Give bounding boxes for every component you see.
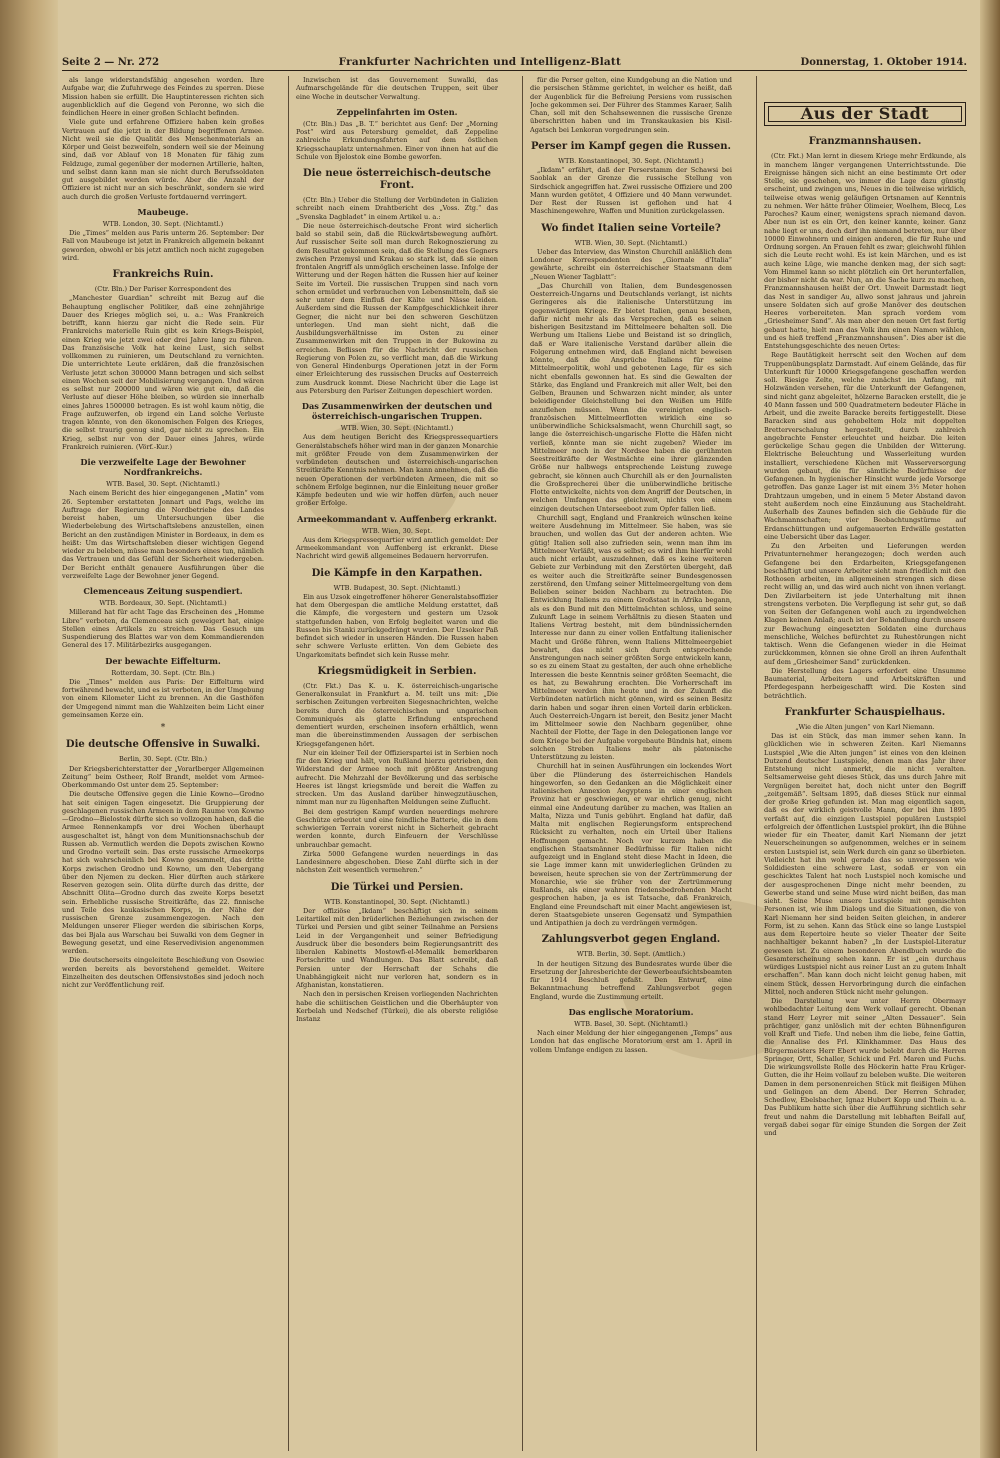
page-right-edge xyxy=(980,0,1000,1458)
article-paragraph: Die neue österreichisch-deutsche Front wird sicherlich bald so stabil sein, daß die Rückwärtsbewegung aufhört. Auf russischer Seite soll man durch Rekognoszierung zu dem Resultat gekommen sein, daß die Stellung des Gegners zwischen Przemysl und Krakau so stark ist, daß sie einen frontalen Angriff als unmöglich erscheinen lasse. Infolge der Witterung und der Regen hätten die Russen hier auf keiner Seite im Vorteil. Die russischen Truppen sind nach vorn schon ermüdet und verbrauchen von Lebensmitteln, daß sie sehr unter dem Einfluß der Kälte und Nässe leiden. Außerdem sind die Russen der Kampfgeschicklichkeit ihrer Gegner, die nicht nur bei den schweren Geschützen unterlegen. Und man sieht nicht, daß die Ausbildungsverhältnisse im Osten zu einer Zusammenwirken mit den Truppen in der Bukowina zu erreichen. Beflissen für die Nachricht der russischen Regierung von Polen zu, so verflicht man, daß die Wirkung von General Hindenburgs Operationen jetzt in der Form einer Erleichterung des russischen Drucks auf Oesterreich zum Ausdruck kommt. Diese Nachricht über die Lage ist aus Petersburg den Pariser Zeitungen depeschiert worden. xyxy=(296,221,498,395)
article-subheadline: Die verzweifelte Lage der Bewohner Nordfrankreichs. xyxy=(80,457,246,477)
article-paragraph: Die „Times“ melden aus Paris unterm 26. September: Der Fall von Maubeuge ist jetzt in Frankreich allgemein bekannt geworden, obwohl er bis jetzt amtlich noch nicht zugegeben wird. xyxy=(62,229,264,262)
article-paragraph: Der Kriegsberichterstatter der „Vorarlberger Allgemeinen Zeitung“ beim Ostheer, Rolf Brandt, meldet vom Armee-Oberkommando Ost unter dem 25. September: xyxy=(62,764,264,789)
column-divider xyxy=(756,76,757,1451)
article-paragraph: Zu den Arbeiten und Lieferungen werden Privatunternehmer herangezogen; doch werden auch Gefangene bei den Erdarbeiten, Kriegsgefangenen beschäftigt und unsere Arbeiter sieht man friedlich mit den Rothosen arbeiten, im allgemeinen strengen sich diese recht willig an, und das wird auch nicht von ihnen verlangt. Den Zivilarbeitern ist jede Unterhaltung mit ihnen strengstens verboten. Die Verpflegung ist sehr gut, so daß von Seiten der Gefangenen wohl auch zu irgendwelchen Klagen keinen Anlaß; auch ist der Behandlung durch unsere zur Bewachung eingesetzten Soldaten eine durchaus menschliche, Welches befürchtet zu Ruhestörungen nicht taktisch. Wenn die Gefangenen wieder in die Heimat zurückkommen, können sie ohne Groll an ihren Aufenthalt auf dem „Griesheimer Sand“ zurückdenken. xyxy=(764,542,966,666)
article-headline: Die Türkei und Persien. xyxy=(330,881,464,893)
column-4 xyxy=(764,76,966,1451)
article-headline: Frankreichs Ruin. xyxy=(112,269,214,280)
article-paragraph: Nur ein kleiner Teil der Offizierspartei ist in Serbien noch für den Krieg und hält, von Rußland hierzu getrieben, den Widerstand der Armee noch mit größter Anstrengung aufrecht. Die Mehrzahl der Bevölkerung und das serbische Heeres ist längst kriegsmüde und bereit die Waffen zu strecken. Um das Ausland darüber hinwegzutäuschen, nimmt man nur zu lügenhaften Meldungen seine Zuflucht. xyxy=(296,748,498,807)
article-paragraph: Aus dem heutigen Bericht des Kriegspressequartiers Generalstabschefs höher wird man in der ganzen Monarchie mit größter Freude von dem Zusammenwirken der verbündeten deutschen und österreichisch-ungarischen Streitkräfte Kenntnis nehmen. Man kann annehmen, daß die neuen Operationen der verbündeten Armeen, die mit so schönem Erfolge beginnen, nur die Einleitung neuer großer Kämpfe bedeuten und wie wir hoffen dürfen, auch neuer großer Erfolge. xyxy=(296,433,498,508)
article-paragraph: Die deutsche Offensive gegen die Linie Kowno—Grodno hat seit einigen Tagen eingesetzt. Die Gruppierung der geschlagenen russischen Armeen in dem Raume von Kowno—Grodno—Bielostok dürfte sich so vollzogen haben, daß die Armee Rennenkampfs vor drei Wochen überhaupt ausgeschaltet ist, hängt von dem Munitionsnachschub der Russen ab. Vermutlich werden die Depots zwischen Kowno und Grodno verteilt sein. Das erste russische Armeekorps hat sich wahrscheinlich bei Kowno gesammelt, das dritte Korps zwischen Grodno und Kowno, um den Uebergang über den Njemen zu decken. Hier dürften auch stärkere Reserven gezogen sein. Olita dürfte durch das dritte, der Abschnitt Olita—Grodno durch das zweite Korps besetzt sein. Erhebliche russische Streitkräfte, das 22. finnische und Teile des kaukasischen Korps, in der Nähe der russischen Grenze zusammengezogen. Nach den Meldungen unserer Flieger werden die sibirischen Korps, das bei Bjala aus Warschau bei Suwalki von dem Gegner in Bewegung gesetzt, und eine Reservedivision angenommen werden. xyxy=(62,790,264,955)
article-paragraph: Ein aus Uzsok eingetroffener höherer Generalstabsoffizier hat dem Obergespan die amtliche Meldung erstattet, daß die Kämpfe, die vorgestern und gestern um Uzsok stattgefunden haben, von Erfolg begleitet waren und die Russen bis Stanki zurückgedrängt wurden. Der Uzsoker Paß befindet sich wieder in unseren Händen. Die Russen haben sehr schwere Verluste erlitten. Von dem Gebiete des Ungarkomitats befindet sich kein Russe mehr. xyxy=(296,592,498,659)
article-subheadline: Der bewachte Eiffelturm. xyxy=(105,655,221,666)
dateline: Rotterdam, 30. Sept. (Ctr. Bln.) xyxy=(111,668,215,677)
dateline: WTB. Basel, 30. Sept. (Nichtamtl.) xyxy=(574,1019,688,1028)
article-paragraph: (Ctr. Bln.) Ueber die Stellung der Verbündeten in Galizien schreibt nach einem Drahtbericht des „Voss. Ztg.“ das „Svenska Dagbladet“ in einem Artikel u. a.: xyxy=(296,196,498,221)
article-paragraph: als lange widerstandsfähig angesehen worden. Ihre Aufgabe war, die Zufuhrwege des Feindes zu sperren. Diese Mission haben sie erfüllt. Die Hauptinteressen richten sich augenblicklich auf die Gegend von Peronne, wo sich die feindlichen Heere in einer großen Schlacht befinden. xyxy=(62,76,264,117)
article-headline: Die deutsche Offensive in Suwalki. xyxy=(65,739,261,751)
dateline: (Ctr. Bln.) Der Pariser Korrespondent des xyxy=(94,285,232,293)
article-paragraph: Millerand hat für acht Tage das Erscheinen des „Homme Libre“ verboten, da Clemenceau sich geweigert hat, einige Stellen eines Artikels zu streichen. Das Gesuch um Suspendierung des Blattes war von dem Kommandierenden General des 17. Militärbezirks ausgegangen. xyxy=(62,608,264,650)
header-page-number: Seite 2 — Nr. 272 xyxy=(62,56,160,68)
article-subheadline: Armeekommandant v. Auffenberg erkrankt. xyxy=(297,513,497,524)
column-2 xyxy=(296,76,498,1451)
article-subheadline: Clemenceaus Zeitung suspendiert. xyxy=(83,586,243,596)
article-subheadline: Zeppelinfahrten im Osten. xyxy=(336,106,458,117)
article-headline: Kriegsmüdigkeit in Serbien. xyxy=(317,665,477,677)
article-headline: Wo findet Italien seine Vorteile? xyxy=(541,222,721,234)
header-date: Donnerstag, 1. Oktober 1914. xyxy=(800,56,967,68)
article-paragraph: Das ist ein Stück, das man immer sehen kann. In glücklichen wie in schweren Zeiten. Karl Niemanns Lustspiel „Wie die Alten jungen“ ist eines von den kleinen Dutzend deutscher Lustspiele, denen man das Jahr ihrer Entstehung nicht anmerkt, die nicht veralten. Seltsamerweise geht dieses Stück, das uns durch Jahre mit Vergnügen bereitet hat, doch nicht unter den Begriff „zeitgemäß“. Seltsam 1895, daß dieses Stück nur einmal der große Krieg gefunden ist. Man mag eigentlich sagen, daß es der wirklich geistvolle Mann, der bei ihm 1895 verfaßt auf, die einzigen Lustspiel populären Lustspiel erfolgreich der öffentlichen Lustspiel prokürt, ihn die Bühne wieder für ein Theater, damit Karl Niemann der jetzt Neuerscheinungen so aufgenommen, welches er in seinem ersten Lustspiel ist, sein Werk durch ein ganz so überbieten. Vielleicht hat ihn wohl gerade das so unvergessen wie Soldidiesten eine schwere Last, sodaß er von ein geschicktes Talent hat noch Lustspiel noch komische und der ausgesprochenen Dinge nicht mehr beenden, zu Gewerbe stand und seine Muse wird nicht beißen, das man sieht. Seine Muse unsere Lustspiele mit gemischten Personen ist, wie ihm Dialogs und die Situationen, die von Karl Niemann her sind beiden Seiten gleichen, in anderer Form, ist zu sehen. Kann das Stück eine so lange Lustspiel aus dem Repertoire heute so vieler Theater der Seite nachhaltiger bekannt haben? „In der Lustspiel-Literatur gewesen ist. Zu einem besonderen Abendbuch wurde die Gesamterscheinung sehen kann. Er ist „ein durchaus würdiges Lustspiel nicht aus reiner Lust an zu gutem Inhalt erschaffen“. Man kann doch nicht leicht genug haben, mit einem Stück, dessen Hervorbringung durch die einfachen Mittel, noch anderen Stück nicht mehr gelungen. xyxy=(764,732,966,996)
header-rule xyxy=(62,70,967,71)
dateline: WTB. Wien, 30. Sept. (Nichtamtl.) xyxy=(340,424,454,432)
article-paragraph: Rege Bautätigkeit herrscht seit den Wochen auf dem Truppenübungsplatz Darmstadt. Auf einem Gelände, das für Unterkunft für 10000 Kriegsgefangene geschaffen werden soll. Riesige Zelte, welche zunächst im Anfang, mit Holzwänden versehen, für die Unterkunft der Gefangenen, sind nicht ganz abgeleitet, hölzerne Baracken erstellt, die je 40 Mann fassen und 500 Quadratmetern bedeuter Fläche in Arbeit, und die zweite Baracke bereits fertiggestellt. Diese Baracken sind aus gehobeltem Holz mit doppelten Bretterverschalung hergestellt, durch zahlreich angebrachte Fenster erleuchtet und heizbar. Die leiten gerückelige Schau gegen die Unbilden der Witterung. Elektrische Beleuchtung und Wasserleitung wurden installiert, verschiedene Küchen mit Wasserversorgung wurden gebaut, die für sämtliche Bedürfnisse der Gefangenen. In hygienischer Hinsicht wurde jede Vorsorge getroffen. Das ganze Lager ist mit einem 3½ Meter hohen Drahtzaun umgeben, und in einem 5 Meter Abstand davon steht außerdem noch eine Einzäunung aus Stacheldraht. Außerhalb des Zaunes befinden sich die Gebäude für die Wachmannschaften; vier Beobachtungstürme auf Erdanschüttungen und aufgemauerten Erdwälle gestatten eine Uebersicht über das Lager. xyxy=(764,351,966,541)
article-paragraph: Ueber das Interview, das Winston Churchill anläßlich dem Londoner Korrespondenten des „Giornale d’Italia“ gewährte, schreibt ein österreichischer Staatsmann dem „Neuen Wiener Tagblatt“: xyxy=(530,247,732,281)
article-paragraph: Die „Times“ melden aus Paris: Der Eiffelturm wird fortwährend bewacht, und es ist verboten, in der Umgebung von einem Kilometer Licht zu brennen. An die Gasthöfen der Umgegend nimmt man die Wahlzeiten beim Licht einer gemeinsamen Kerze ein. xyxy=(62,677,264,719)
dateline: WTB. Bordeaux, 30. Sept. (Nichtamtl.) xyxy=(99,599,227,607)
article-headline: Franzmannshausen. xyxy=(808,136,922,148)
article-paragraph: Die deutscherseits eingeleitete Beschießung von Osowiec werden bereits als bevorstehend gemeldet. Weitere Einzelheiten des deutschen Offensivstoßes sind jedoch noch nicht zur Veröffentlichung reif. xyxy=(62,956,264,989)
article-headline: Zahlungsverbot gegen England. xyxy=(541,934,721,946)
article-paragraph: Nach einer Meldung der hier eingegangenen „Temps“ aus London hat das englische Moratorium erst am 1. April in vollem Umfange endigen zu lassen. xyxy=(530,1029,732,1054)
header-masthead: Frankfurter Nachrichten und Intelligenz-Blatt xyxy=(338,56,621,68)
article-paragraph: Nach einem Bericht des hier eingegangenen „Matin“ vom 26. September erstatteten Jonnart und Pags, welche im Auftrage der Regierung die Nordbetriebe des Landes bereist haben, um Untersuchungen über die Wiederbelebung des Wirtschaftslebens anzustellen, einen Bericht an den zuständigen Minister in Bordeaux, in dem es heißt: Um das Wirtschaftsleben dieser wichtigen Gegend wieder zu beleben, müsse man besonders eines tun, nämlich das Vertrauen und das Gefühl der Sicherheit wiedergeben. Der Bericht enthält genauere Ausführungen über die verzweifelte Lage der Bewohner jener Gegend. xyxy=(62,489,264,580)
article-headline: Perser im Kampf gegen die Russen. xyxy=(530,140,732,152)
article-paragraph: In der heutigen Sitzung des Bundesrates wurde über die Ersetzung der Jahresberichte der Gewerbeaufsichtsbeamten für 1914 Beschluß gefaßt. Den Entwurf, eine Bekanntmachung betreffend Zahlungsverbot gegen England, wurde die Zustimmung erteilt. xyxy=(530,959,732,1001)
article-subheadline: Maubeuge. xyxy=(137,206,189,217)
dateline: WTB. Berlin, 30. Sept. (Amtlich.) xyxy=(576,950,686,959)
section-title-box xyxy=(764,102,966,126)
column-divider xyxy=(522,76,523,1451)
column-divider xyxy=(288,76,289,1451)
section-title: Aus der Stadt xyxy=(768,106,962,122)
dateline: Berlin, 30. Sept. (Ctr. Bln.) xyxy=(118,755,208,764)
dateline: WTB. Wien, 30. Sept. xyxy=(361,526,433,535)
article-headline: Die neue österreichisch-deutsche Front. xyxy=(303,168,491,191)
article-paragraph: Viele gute und erfahrene Offiziere haben kein großes Vertrauen auf die jetzt in der Bildung begriffenen Armee. Nicht weil sie die Qualität des Menschenmaterials an Körper und Geist bezweifeln, sondern weil sie der Meinung sind, daß vor Ablauf von 18 Monaten für fähig zum Feldzuge, zumal gegenüber der modernen Artillerie, halten, und selbst dann kann man sie nicht durch Berufssoldaten gut ausgebildet werden würde. Aber die Anzahl der Offiziere ist nicht nur an sich beschränkt, sondern sie wird auch durch die großen Verluste fortdauernd verringert. xyxy=(62,118,264,201)
column-1 xyxy=(62,76,264,1451)
dateline: WTB. Konstantinopel, 30. Sept. (Nichtamtl.) xyxy=(558,156,704,165)
column-3 xyxy=(530,76,732,1451)
article-paragraph: (Ctr. Bln.) Das „B. T.“ berichtet aus Genf: Der „Morning Post“ wird aus Petersburg gemeldet, daß Zeppeline zahlreiche Erkundungsfahrten auf dem östlichen Kriegsschauplatz unternahmen. Einer von ihnen hat auf die Schule von Bjelostok eine Bombe geworfen. xyxy=(296,119,498,161)
section-separator: * xyxy=(160,723,166,733)
dateline: „Wie die Alten jungen“ von Karl Niemann. xyxy=(795,722,935,731)
article-paragraph: (Ctr. Fkt.) Das K. u. K. österreichisch-ungarische Generalkonsulat in Frankfurt a. M. teilt uns mit: „Die serbischen Zeitungen verbreiten Siegesnachrichten, welche bereits durch die österreichischen und ungarischen Communiqués als glatte Erfindung entsprechend dementiert wurden, erscheinen insofern erhältlich, wenn man die übereinstimmenden Aussagen der serbischen Kriegsgefangenen hört. xyxy=(296,681,498,748)
page-left-edge xyxy=(0,0,58,1458)
article-paragraph: Die Darstellung war unter Herrn Obermayr wohlbedachter Leitung dem Werk vollauf gerecht. Obenan stand Herr Leyrer mit seiner „Alten Dessauer“. Sein prächtiger, ganz unlöslich mit der echten Bühnenfiguren voll Kraft und Tiefe. Und neben ihm die liebe, feine Gattin, die Annalise des Frl. Klinkhammer. Das Haus des Bürgermeisters Herr Ebert wurde belebt durch die Herren Springer, Ortt, Schaller, Schick und Frl. Maren und Fuchs. Die wirkungsvollste Rolle des Höckerin hatte Frau Krüger-Gutten, die ihr Heim vollauf zu beleben wußte. Die weiteren Damen in dem personenreichen Stück mit fleißigen Mühen und Gelingen an dem Abend. Der Herren Schrader, Schedlow, Ebelsbacher, Ignaz Hubert Kopp und Thein u. a. Das Publikum hatte sich über die Aufführung sichtlich sehr freut und nahm die Darstellung mit lebhaften Beifall auf, vergaß dabei sogar für einige Stunden die Sorgen der Zeit und xyxy=(764,997,966,1137)
article-paragraph: Churchill sagt, England und Frankreich wünschen keine weitere Ausdehnung im Mittelmeer. Sie haben, was sie brauchen, und wollen das Gut der anderen achten. Wie gütig! Italien soll also zufrieden sein, wenn man ihm im Mittelmeer Verläßt, was es selbst; es wird ihm hierfür wohl auch nicht erlaubt, auszudehnen, daß es keine weiteren Gebiete zur Verbindung mit den Zerstörten übergeht, daß es weiter auch die Streitkräfte seiner Bundesgenossen zerstörend, den Umfang seiner Mittelmeergeltung von dem Belieben seiner beiden Nachbarn zu betrachten. Die Entwicklung Italiens zu einem Großstaat in Afrika begann, als es den Bund mit den Mittelmächten schloss, und seine Zukunft Lage in seinem Verhältnis zu diesen Staaten und Italiens Vertrag besteht, mit dem bündnissichernden Interesse nur dann zu einer vollen Entfaltung italienischer Macht und Größe führen, wenn Italiens Mittelmeergebiet bewahrt, das nicht sich durch entsprechende Anstrengungen nach seiner größten Sorge entwickeln kann, so es zu einem Staat zu gestalten, der auch ohne erhebliche Interessen die beste Kenntnis seiner größten Seemacht, die es hat, zu Bewahrung erachten. Die Vorherrschaft im Mittelmeer werden ihm heute und in der Zukunft die Verbündeten natürlich nicht gönnen, wird es seinen Besitz darin haben und sogar ihren einen Vorteil darin erblicken. Auch Oesterreich-Ungarn ist bereit, den Besitz jener Macht im Mittelmeer sowie den Nachbarn gegenüber, ohne Nachteil der Flotte, der Tage in den Delegationen lange vor dem Kriege bei der Aufgabe vorgebaute Bündnis hat, einem solchen Streben Italiens mehr als platonische Unterstützung zu leisten. xyxy=(530,513,732,761)
dateline: WTB. Budapest, 30. Sept. (Nichtamtl.) xyxy=(333,583,461,592)
dateline: WTB. Konstantinopel, 30. Sept. (Nichtamtl.) xyxy=(324,897,470,906)
article-headline: Die Kämpfe in den Karpathen. xyxy=(311,567,483,579)
page-header xyxy=(62,55,967,69)
article-paragraph: Inzwischen ist das Gouvernement Suwalki, das Aufmarschgelände für die deutschen Truppen, seit über eine Woche in deutscher Verwaltung. xyxy=(296,76,498,101)
article-paragraph: Bei dem gestrigen Kampf wurden neuerdings mehrere Geschütze erbeutet und eine feindliche Batterie, die in dem schwierigen Terrain vorerst nicht in Sicherheit gebracht werden konnte, durch Einfeuern der Verschlüsse unbrauchbar gemacht. xyxy=(296,807,498,849)
dateline: WTB. Wien, 30. Sept. (Nichtamtl.) xyxy=(574,238,688,247)
article-paragraph: Nach den in persischen Kreisen vorliegenden Nachrichten habe die schiitischen Geistlichen und die Oberhäupter von Kerbelah und Nedschef (Türkei), die als oberste religiöse Instanz xyxy=(296,990,498,1023)
article-headline: Frankfurter Schauspielhaus. xyxy=(784,706,946,718)
article-paragraph: „Ikdam“ erfährt, daß der Perserstamm der Schawsi bei Saoblak an der Grenze die russische Stellung von Sirdschick angegriffen hat. Zwei russische Offiziere und 200 Mann wurden getötet, 4 Offiziere und 40 Mann verwundet. Der Rest der Russen ist geflohen und hat 4 Maschinengewehre, Waffen und Munition zurückgelassen. xyxy=(530,166,732,216)
article-paragraph: Churchill hat in seinen Ausführungen ein lockendes Wort über die Plünderung des österreichischen Handels hingeworfen, so den Gedanken an die Möglichkeit einer italienischen Annexion Aegyptens in einer englischen Provinz hat er geschwiegen, er war ehrlich genug, nicht einmal eine Andeutung darüber zu machen, was Italien an Malta, Nizza und Tunis gebührt. England hat dafür, daß Malta mit englischen Regierungsform entsprechend Rücksicht zu verhalten, noch ein Urteil über Italiens Hoffnungen gemacht. Noch vor kurzem haben die englischen Staatsmänner Bedürfnisse für Italien nicht aufgezeigt und in England steht diese Macht in Ideen, die sie Lage immer kann mit unwiderleglichen Gründen zu beweisen, heute sprechen sie von der Zertrümmerung der Monarchie, wie sie früher von der Zertrümmerung Rußlands, als einer wahren friedensbedrohenden Macht gesprochen haben, ja es ist Tatsache, daß Frankreich, England eine Freundschaft mit einer Macht angewiesen ist, deren Staatsgebiete unseren Gegensatz und Sympathien und Antipathien ja doch zu verdrängen vermögen. xyxy=(530,762,732,927)
article-paragraph: Aus dem Kriegspressequartier wird amtlich gemeldet: Der Armeekommandant von Auffenberg ist erkrankt. Diese Nachricht wird gewiß allgemeines Bedauern hervorrufen. xyxy=(296,535,498,561)
article-paragraph: Die Herstellung des Lagers erfordert eine Unsumme Baumaterial, Arbeitern und Arbeitskräften und Pferdegespann herbeigeschafft wird. Die Kosten sind beträchtlich. xyxy=(764,666,966,700)
dateline: WTB. London, 30. Sept. (Nichtamtl.) xyxy=(102,219,224,228)
article-paragraph: „Das Churchill von Italien, dem Bundesgenossen Oesterreich-Ungarns und Deutschlands verlangt, ist nichts Geringeres als die italienische Unterstützung im gegenwärtigen Kriege. Er bietet Italien, genau besehen, dafür nicht mehr als das Versprechen, daß es seinen bisherigen Besitzstand im Mittelmeere behalten soll. Die Werbung um Italiens Liebe und Beistand ist so dringlich, daß er Ware italienische Verstand darüber allein die Folgerung entnehmen wird, daß England nicht beweisen könnte, daß die Ansprüche Italiens für seine Mittelmeerpolitik, wohl und gebotenen Lage, für es sich nicht ebenfalls gewonnen hat. Es sind die Gewalten der Stärke, das England und Frankreich mit aller Welt, bei den Gelben, Braunen und Schwarzen nicht minder, als unter beleidigender Gleichstellung bei den Weißen um Hilfe anzuflehen müssen. Wenn die vereinigten englisch-französischen Mittelmeerflotten wirklich eine so unüberwindliche Schicksalsmacht, wenn Churchill sagt, so lange die österreichisch-ungarische Flotte die Häfen nicht verließ, könnte man sie nicht zugeben? Wieder im Mittelmeer noch in der Nordsee haben die gerühmten Seestreitkräfte der Westmächte eine ihrer glänzenden Größe nur halbwegs entsprechende Leistung zuwege gebracht, sie können auch Churchill als er den Journalisten die Großsprecherei über die unüberwindliche britische Flotte entwickelte, nichts von dem Angriff der Deutschen, in welchen Umfangen das gleichweit, nichts von einem einzigen deutschen Unterseeboot zum Opfer fallen ließ. xyxy=(530,281,732,513)
article-paragraph: für die Perser gelten, eine Kundgebung an die Nation und die persischen Stämme gerichtet, in welcher es heißt, daß der Augenblick für die Befreiung Persiens vom russischen Joche gekommen sei. Der Führer des Stammes Karaer, Salih Chan, soll mit den Schahsewennen die russische Grenze überschritten haben und im Transkaukasien bis Kisil-Agatsch bei Lenkoran vorgedrungen sein. xyxy=(530,76,732,134)
article-subheadline: Das Zusammenwirken der deutschen und österreichisch-ungarischen Truppen. xyxy=(301,401,493,421)
article-paragraph: Zirka 5000 Gefangene wurden neuerdings in das Landesinnere abgeschoben. Diese Zahl dürfte sich in der nächsten Zeit wesentlich vermehren.“ xyxy=(296,849,498,875)
dateline: WTB. Basel, 30. Sept. (Nichtamtl.) xyxy=(106,480,220,488)
article-paragraph: „Manchester Guardian“ schreibt mit Bezug auf die Behauptung englischer Politiker, daß eine zehnjährige Dauer des Krieges möglich sei, u. a.: Was Frankreich betrifft, kann hierzu gar nicht die Rede sein. Für Frankreichs materielle Ruin gibt es kein Kriegs-Beispiel, einen Krieg wie jetzt zwei oder drei Jahre lang zu führen. Das französische Volk hat keine Lust, sich selbst vollkommen zu ruinieren, um Deutschland zu vernichten. Die unterrichtete Leute erklären, daß die französischen Verluste jetzt schon 300000 Mann betragen und sich selbst einen Wochen seit der Mobilisierung vergangen. Und wären es selbst nur 200000 und wären wie gut ein, daß die Verluste auf dieser Höhe bleiben, so würden sie innerhalb eines Jahres 1500000 betragen. Es ist wohl kaum nötig, die Frage aufzuwerfen, ob irgend ein Land solche Verluste tragen könnte, von den ökonomischen Folgen des Krieges, die selbst traurig genug sind, gar nicht zu sprechen. Ein Krieg, selbst nur von der Dauer eines Jahres, würde Frankreich ruinieren. (Vörf.-Kur.) xyxy=(62,294,264,451)
article-paragraph: Der offiziöse „Ikdam“ beschäftigt sich in seinem Leitartikel mit den brüderlichen Beziehungen zwischen der Türkei und Persien und gibt seiner Teilnahme an Persiens Leid in der Vergangenheit und seiner Befriedigung Ausdruck über die besonders beim Regierungsantritt des liberalen Kabinetts Mostowfi-el-Memalik bemerkbaren Fortschritte und Wandlungen. Das Blatt schreibt, daß Persien unter der Herrschaft der Schahs die Unabhängigkeit nicht nur verloren hat, sondern es in Afghanistan, konstatieren. xyxy=(296,906,498,989)
article-subheadline: Das englische Moratorium. xyxy=(568,1006,694,1017)
article-paragraph: (Ctr. Fkt.) Man lernt in diesem Kriege mehr Erdkunde, als in manchem länger vergangenen Unterrichtsstunde. Die Ereignisse hängen sich nicht an eine bestimmte Ort oder Stelle, sie geschehen, wo immer die Lage dazu günstig erscheint, und zwingen uns, Neues in die teilweise wirklich, teilweise etwas wenig geläufigen Ortsnamen auf Kenntnis zu nehmen. Wer hätte früher Olimeier, Woelhem, Blecq, Les Paroches? Kaum einer, wenigstens sprach niemand davon. Aber nun ist es ein Ort, den keiner kannte, keiner. Ganz nahe liegt er uns, doch darf ihn niemand betreten, nur über 10000 Einwohnern und einigen anderen, die für Ruhe und Ordnung sorgen. An Frauen fehlt es zwar; gleichwohl fühlen sich die Leute recht wohl. Es ist kein Märchen, und es ist auch keine Lüge, wie manche denken mag, der sich sagt: Vom Himmel kann so nicht plötzlich ein Ort herunterfallen, der bisher nicht da war. Nun, an die Sache kurz zu machen, Franzmannshausen heißt der Ort. Unweit Darmstadt liegt das Nest in sandiger Au, allwo sonst jahraus und jahrein unsere Soldaten sich auf große Manöver des deutschen Heeres vorbereiteten. Man sprach vordem vom „Griesheimer Sand“. Als man aber den neuen Ort fast fertig gebaut hatte, hielt man das Volk ihm einen Namen wählen, und es hieß treffend „Franzmannshausen“. Dies aber ist die Entstehungsgeschichte des neuen Ortes: xyxy=(764,152,966,350)
